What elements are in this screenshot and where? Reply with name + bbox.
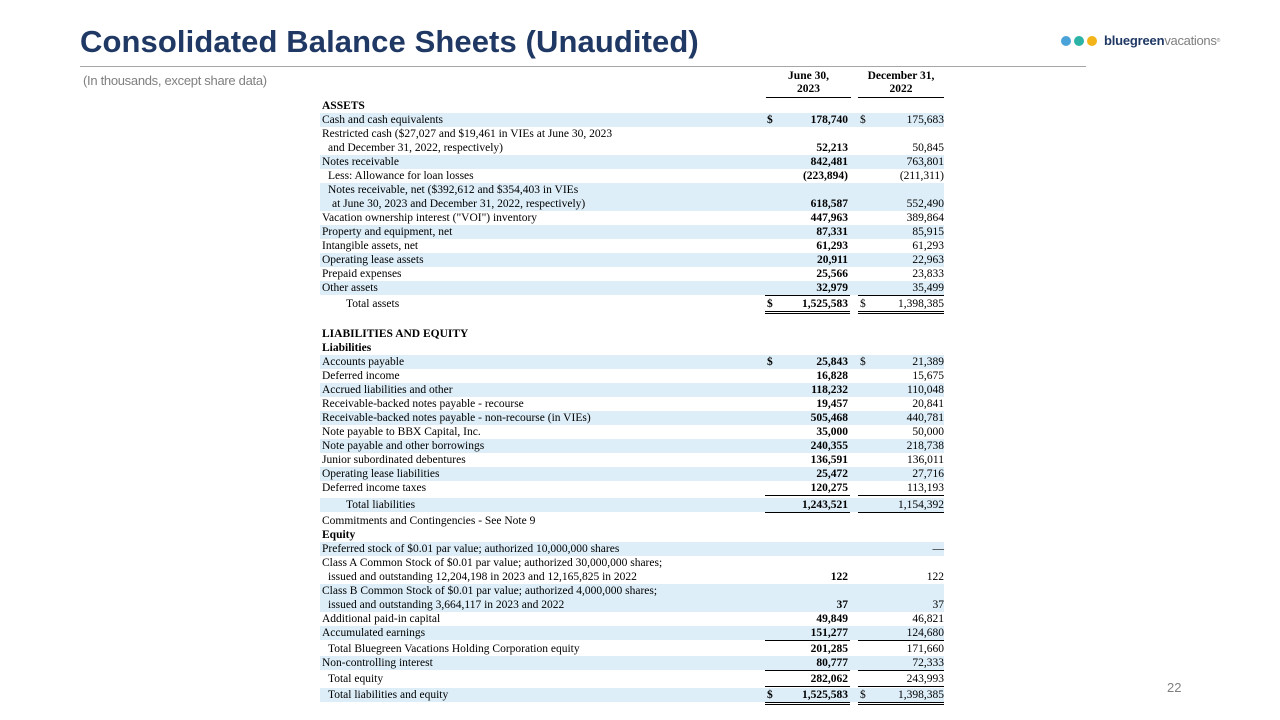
value-2023: 201,285 [810,643,848,655]
value-2022: 15,675 [912,370,944,382]
value-2023: 1,525,583 [802,689,848,701]
subtotal-rule [765,670,850,671]
value-2022: 23,833 [912,268,944,280]
row-label: Operating lease liabilities [322,468,440,480]
value-2023: 151,277 [810,627,848,639]
table-row [320,439,944,453]
total-double-rule [765,311,850,312]
value-2023: 49,849 [816,613,848,625]
value-2022: 1,398,385 [898,298,944,310]
value-2023: 25,472 [816,468,848,480]
value-2022: 35,499 [912,282,944,294]
value-2023: 136,591 [810,454,848,466]
subsection-heading-equity [320,528,944,542]
value-2022: 218,738 [906,440,944,452]
value-2022: — [932,543,944,555]
total-double-rule [858,311,944,312]
row-label: Preferred stock of $0.01 par value; authorized 10,000,000 shares [322,543,620,555]
value-2023: 61,293 [816,240,848,252]
row-label-continued: issued and outstanding 12,204,198 in 2023 and 12,165,825 in 2022 [328,571,637,583]
table-row [320,225,944,239]
row-label: Total liabilities and equity [328,689,449,701]
table-row [320,211,944,225]
value-2022: 72,333 [912,657,944,669]
row-label-continued: issued and outstanding 3,664,117 in 2023 and 2022 [328,599,565,611]
row-label: Less: Allowance for loan losses [328,170,474,182]
subtotal-rule [765,295,850,296]
table-row [320,467,944,481]
value-2022: (211,311) [899,170,944,182]
value-2022: 124,680 [906,627,944,639]
value-2022: 50,845 [912,142,944,154]
row-label: Notes receivable, net ($392,612 and $354,403 in VIEs [328,184,579,196]
table-row-grand-total [320,688,944,702]
table-row [320,127,944,155]
table-row [320,556,944,584]
value-2023: (223,894) [802,170,848,182]
slide-title: Consolidated Balance Sheets (Unaudited) [80,24,699,59]
value-2023: 80,777 [816,657,848,669]
value-2023: 178,740 [810,114,848,126]
subtotal-rule [858,640,944,641]
column-header-december-2022 [858,70,944,98]
subtotal-rule [858,670,944,671]
row-label: LIABILITIES AND EQUITY [322,328,469,340]
value-2023: 122 [830,571,848,583]
value-2023: 505,468 [810,412,848,424]
table-row [320,584,944,612]
table-row-total [320,642,944,656]
logo-dot-teal [1074,36,1084,46]
value-2023: 32,979 [816,282,848,294]
table-row [320,267,944,281]
logo-suffix-text: vacations [1164,33,1217,48]
table-row [320,411,944,425]
subtotal-rule [765,640,850,641]
value-2022: 27,716 [912,468,944,480]
value-2022: 22,963 [912,254,944,266]
total-double-rule [765,313,850,314]
row-label: Total equity [328,673,384,685]
value-2023: 37 [836,599,848,611]
row-label: ASSETS [322,100,365,112]
total-double-rule [765,704,850,705]
table-row [320,626,944,640]
table-row [320,253,944,267]
row-label: Prepaid expenses [322,268,402,280]
value-2022: 46,821 [912,613,944,625]
currency-symbol: $ [767,114,773,126]
title-divider [80,66,1086,67]
table-row [320,169,944,183]
table-row [320,281,944,295]
subtotal-rule [858,512,944,513]
column-header-line: December 31, [867,70,935,82]
total-double-rule [858,704,944,705]
value-2023: 25,566 [816,268,848,280]
table-row [320,425,944,439]
value-2023: 618,587 [810,198,848,210]
table-row [320,542,944,556]
row-label: Other assets [322,282,378,294]
row-label: Commitments and Contingencies - See Note 9 [322,515,536,527]
table-row [320,481,944,495]
value-2022: 389,864 [906,212,944,224]
value-2023: 842,481 [810,156,848,168]
row-label: Restricted cash ($27,027 and $19,461 in VIEs at June 30, 2023 [322,128,613,140]
row-label: Equity [322,529,356,541]
value-2023: 1,243,521 [802,499,848,511]
row-label: Notes receivable [322,156,399,168]
value-2023: 87,331 [816,226,848,238]
value-2023: 52,213 [816,142,848,154]
row-label: Non-controlling interest [322,657,433,669]
value-2023: 120,275 [810,482,848,494]
row-label-continued: and December 31, 2022, respectively) [328,142,503,154]
table-row [320,239,944,253]
table-row [320,612,944,626]
value-2022: 113,193 [907,482,944,494]
value-2023: 282,062 [810,673,848,685]
row-label: Total Bluegreen Vacations Holding Corporation equity [328,643,580,655]
subtotal-rule [858,495,944,496]
value-2023: 35,000 [816,426,848,438]
row-label: Property and equipment, net [322,226,453,238]
table-row [320,397,944,411]
value-2023: 240,355 [810,440,848,452]
currency-symbol: $ [767,689,773,701]
value-2023: 447,963 [810,212,848,224]
row-label: Receivable-backed notes payable - non-recourse (in VIEs) [322,412,591,424]
currency-symbol: $ [860,689,866,701]
row-label: Operating lease assets [322,254,424,266]
value-2022: 440,781 [906,412,944,424]
table-row [320,453,944,467]
currency-symbol: $ [860,114,866,126]
subtotal-rule [858,295,944,296]
currency-symbol: $ [860,298,866,310]
row-label: Note payable and other borrowings [322,440,485,452]
table-row [320,155,944,169]
row-label: Note payable to BBX Capital, Inc. [322,426,481,438]
row-label: Junior subordinated debentures [322,454,466,466]
currency-symbol: $ [767,356,773,368]
value-2023: 25,843 [816,356,848,368]
column-header-line: 2023 [797,83,820,95]
section-heading-liabilities-and-equity [320,327,944,341]
row-label: Accrued liabilities and other [322,384,453,396]
value-2022: 171,660 [906,643,944,655]
table-row [320,383,944,397]
section-heading-assets [320,99,944,113]
subtotal-rule [765,512,850,513]
table-row [320,514,944,528]
row-label: Additional paid-in capital [322,613,441,625]
value-2022: 110,048 [907,384,944,396]
row-label: Cash and cash equivalents [322,114,444,126]
row-label-continued: at June 30, 2023 and December 31, 2022, respectively) [332,198,586,210]
row-label: Class A Common Stock of $0.01 par value; authorized 30,000,000 shares; [322,557,663,569]
subtotal-rule [765,495,850,496]
value-2022: 243,993 [906,673,944,685]
subsection-heading-liabilities [320,341,944,355]
value-2022: 175,683 [906,114,944,126]
table-row [320,183,944,211]
table-row [320,656,944,670]
row-label: Liabilities [322,342,372,354]
row-label: Vacation ownership interest ("VOI") inventory [322,212,538,224]
bluegreen-vacations-logo [1061,33,1220,48]
value-2022: 85,915 [912,226,944,238]
units-note: (In thousands, except share data) [83,73,267,88]
row-label: Receivable-backed notes payable - recourse [322,398,524,410]
column-header-line: 2022 [889,83,913,95]
row-label: Total liabilities [346,499,416,511]
value-2022: 50,000 [912,426,944,438]
row-label: Deferred income [322,370,400,382]
table-row [320,369,944,383]
currency-symbol: $ [860,356,866,368]
table-row-total [320,498,944,512]
subtotal-rule [765,686,850,687]
column-header-june-2023 [766,70,851,98]
value-2023: 1,525,583 [802,298,848,310]
value-2022: 37 [932,599,944,611]
row-label: Accumulated earnings [322,627,426,639]
total-double-rule [858,702,944,703]
value-2022: 552,490 [906,198,944,210]
total-double-rule [858,313,944,314]
value-2022: 1,154,392 [898,499,944,511]
table-row [320,113,944,127]
currency-symbol: $ [767,298,773,310]
row-label: Accounts payable [322,356,405,368]
value-2022: 763,801 [906,156,944,168]
value-2022: 1,398,385 [898,689,944,701]
logo-dot-gold [1087,36,1097,46]
row-label: Total assets [346,298,400,310]
row-label: Intangible assets, net [322,240,419,252]
row-label: Deferred income taxes [322,482,427,494]
value-2023: 118,232 [811,384,848,396]
logo-brand-text: bluegreen [1104,33,1165,48]
value-2023: 19,457 [816,398,848,410]
value-2023: 20,911 [817,254,848,266]
logo-dot-blue [1061,36,1071,46]
subtotal-rule [858,686,944,687]
page-number: 22 [1167,680,1182,695]
logo-registered-mark: ® [1216,37,1221,44]
table-row-total [320,297,944,311]
total-double-rule [765,702,850,703]
table-row [320,355,944,369]
value-2022: 122 [926,571,944,583]
row-label: Class B Common Stock of $0.01 par value; authorized 4,000,000 shares; [322,585,658,597]
value-2022: 61,293 [912,240,944,252]
value-2022: 136,011 [907,454,944,466]
column-header-line: June 30, [788,70,829,82]
value-2022: 21,389 [912,356,944,368]
value-2022: 20,841 [912,398,944,410]
table-row-total [320,672,944,686]
value-2023: 16,828 [816,370,848,382]
